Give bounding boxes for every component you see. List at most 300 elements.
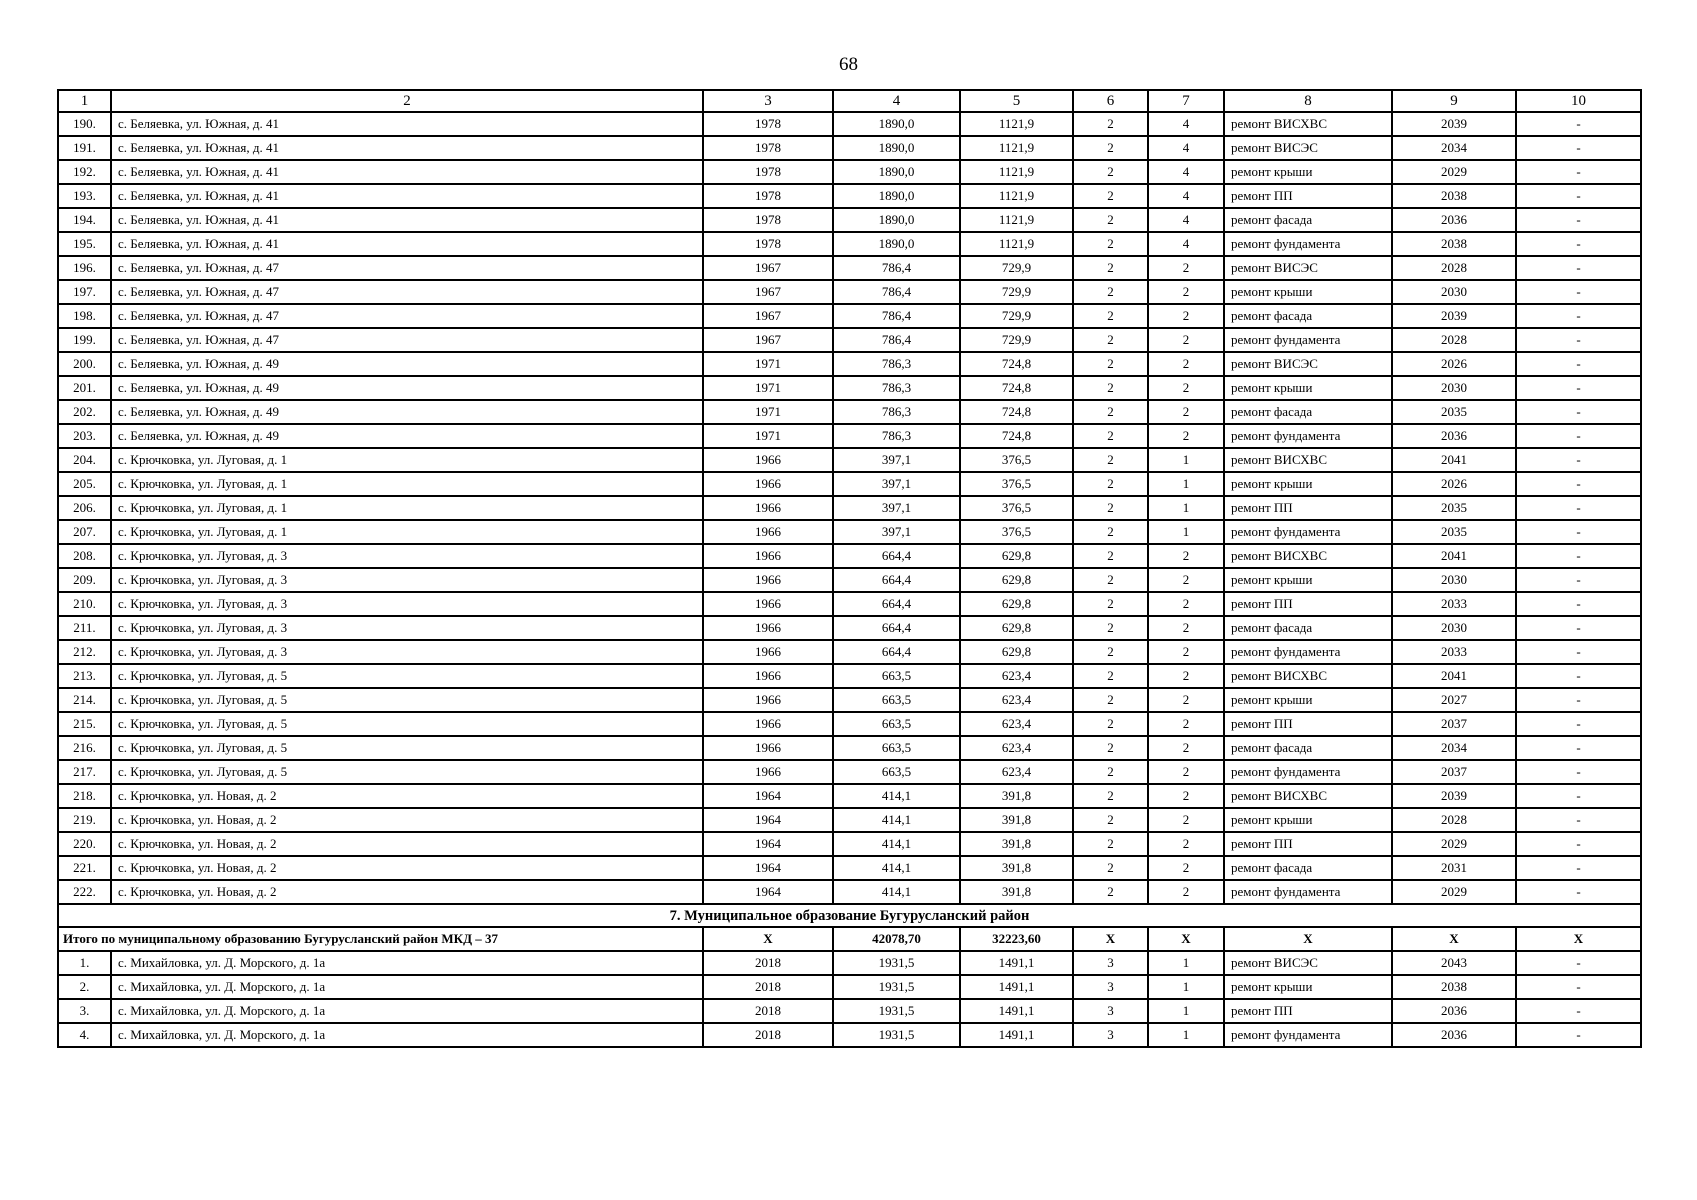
cell-work-type: ремонт ВИСХВС: [1224, 448, 1392, 472]
cell-residential-area: 391,8: [960, 880, 1073, 904]
cell-row-number: 192.: [58, 160, 111, 184]
cell-year-built: 2018: [703, 1023, 833, 1047]
section-title: 7. Муниципальное образование Бугурусланский район: [58, 904, 1641, 927]
cell-entrances: 2: [1148, 544, 1224, 568]
cell-note: -: [1516, 640, 1641, 664]
cell-note: -: [1516, 256, 1641, 280]
cell-row-number: 199.: [58, 328, 111, 352]
cell-entrances: 2: [1148, 688, 1224, 712]
cell-entrances: 2: [1148, 880, 1224, 904]
cell-row-number: 197.: [58, 280, 111, 304]
cell-total-area: 786,3: [833, 400, 960, 424]
cell-year-built: 1967: [703, 304, 833, 328]
table-row: [58, 544, 1641, 568]
table-row: [58, 304, 1641, 328]
table-header-row: [58, 90, 1641, 112]
cell-residential-area: 1491,1: [960, 975, 1073, 999]
cell-floors: 2: [1073, 472, 1148, 496]
cell-residential-area: 391,8: [960, 856, 1073, 880]
cell-residential-area: 724,8: [960, 376, 1073, 400]
cell-year-built: 1971: [703, 400, 833, 424]
cell-work-type: ремонт ВИСЭС: [1224, 256, 1392, 280]
table-row: [58, 448, 1641, 472]
cell-entrances: 4: [1148, 208, 1224, 232]
cell-entrances: 1: [1148, 520, 1224, 544]
cell-entrances: 2: [1148, 568, 1224, 592]
cell-entrances: 4: [1148, 232, 1224, 256]
cell-total-area: 1931,5: [833, 999, 960, 1023]
cell-floors: 2: [1073, 568, 1148, 592]
cell-year-built: 2018: [703, 951, 833, 975]
cell-planned-year: 2028: [1392, 808, 1516, 832]
cell-total-area: 663,5: [833, 760, 960, 784]
cell-work-type: ремонт ВИСЭС: [1224, 136, 1392, 160]
table-row: [58, 472, 1641, 496]
cell-floors: 2: [1073, 328, 1148, 352]
cell-work-type: ремонт фундамента: [1224, 520, 1392, 544]
cell-total-area: 414,1: [833, 832, 960, 856]
cell-floors: 2: [1073, 880, 1148, 904]
cell-residential-area: 391,8: [960, 808, 1073, 832]
cell-address: с. Крючковка, ул. Новая, д. 2: [111, 880, 703, 904]
cell-year-built: 1971: [703, 352, 833, 376]
cell-entrances: 2: [1148, 640, 1224, 664]
cell-entrances: 2: [1148, 616, 1224, 640]
cell-total-area: 664,4: [833, 616, 960, 640]
cell-year-built: 1967: [703, 328, 833, 352]
cell-year-built: 1978: [703, 208, 833, 232]
cell-year-built: 1967: [703, 256, 833, 280]
table-row: [58, 880, 1641, 904]
cell-note: -: [1516, 856, 1641, 880]
cell-planned-year: 2041: [1392, 664, 1516, 688]
cell-planned-year: 2035: [1392, 520, 1516, 544]
cell-year-built: 1966: [703, 448, 833, 472]
cell-entrances: 2: [1148, 424, 1224, 448]
cell-row-number: 216.: [58, 736, 111, 760]
cell-year-built: 1966: [703, 544, 833, 568]
cell-address: с. Крючковка, ул. Луговая, д. 1: [111, 472, 703, 496]
cell-year-built: 1966: [703, 688, 833, 712]
cell-note: -: [1516, 712, 1641, 736]
column-header-4: 4: [833, 90, 960, 112]
cell-floors: 2: [1073, 448, 1148, 472]
cell-note: -: [1516, 999, 1641, 1023]
cell-row-number: 194.: [58, 208, 111, 232]
cell-note: -: [1516, 592, 1641, 616]
table-row: [58, 568, 1641, 592]
cell-row-number: 218.: [58, 784, 111, 808]
cell-note: -: [1516, 736, 1641, 760]
cell-address: с. Крючковка, ул. Луговая, д. 5: [111, 688, 703, 712]
table-row: [58, 784, 1641, 808]
cell-planned-year: 2028: [1392, 328, 1516, 352]
cell-work-type: ремонт ПП: [1224, 592, 1392, 616]
cell-residential-area: 1491,1: [960, 1023, 1073, 1047]
cell-address: с. Михайловка, ул. Д. Морского, д. 1а: [111, 951, 703, 975]
cell-total-area: 664,4: [833, 544, 960, 568]
cell-row-number: 190.: [58, 112, 111, 136]
cell-residential-area: 1491,1: [960, 999, 1073, 1023]
cell-total-area: 414,1: [833, 856, 960, 880]
cell-work-type: ремонт ВИСХВС: [1224, 664, 1392, 688]
cell-planned-year: 2033: [1392, 640, 1516, 664]
total-residential-area: 32223,60: [960, 927, 1073, 951]
cell-floors: 2: [1073, 376, 1148, 400]
cell-residential-area: 623,4: [960, 712, 1073, 736]
cell-note: -: [1516, 568, 1641, 592]
cell-total-area: 664,4: [833, 592, 960, 616]
cell-row-number: 198.: [58, 304, 111, 328]
cell-planned-year: 2029: [1392, 880, 1516, 904]
cell-residential-area: 629,8: [960, 616, 1073, 640]
cell-planned-year: 2037: [1392, 712, 1516, 736]
table-row: [58, 688, 1641, 712]
cell-note: -: [1516, 808, 1641, 832]
cell-planned-year: 2027: [1392, 688, 1516, 712]
cell-note: -: [1516, 1023, 1641, 1047]
cell-year-built: 1966: [703, 712, 833, 736]
cell-planned-year: 2035: [1392, 400, 1516, 424]
cell-total-area: 1890,0: [833, 112, 960, 136]
cell-note: -: [1516, 160, 1641, 184]
cell-residential-area: 376,5: [960, 472, 1073, 496]
cell-planned-year: 2030: [1392, 616, 1516, 640]
cell-row-number: 204.: [58, 448, 111, 472]
cell-year-built: 1966: [703, 592, 833, 616]
cell-planned-year: 2033: [1392, 592, 1516, 616]
column-header-3: 3: [703, 90, 833, 112]
cell-year-built: 1967: [703, 280, 833, 304]
cell-entrances: 1: [1148, 472, 1224, 496]
cell-planned-year: 2039: [1392, 304, 1516, 328]
cell-row-number: 219.: [58, 808, 111, 832]
cell-year-built: 1964: [703, 856, 833, 880]
cell-planned-year: 2026: [1392, 472, 1516, 496]
cell-planned-year: 2038: [1392, 232, 1516, 256]
table-row: [58, 808, 1641, 832]
cell-row-number: 209.: [58, 568, 111, 592]
cell-work-type: ремонт фасада: [1224, 304, 1392, 328]
table-row: [58, 592, 1641, 616]
total-note: Х: [1516, 927, 1641, 951]
cell-floors: 2: [1073, 400, 1148, 424]
cell-residential-area: 376,5: [960, 448, 1073, 472]
cell-total-area: 1890,0: [833, 160, 960, 184]
cell-floors: 2: [1073, 808, 1148, 832]
cell-address: с. Крючковка, ул. Новая, д. 2: [111, 784, 703, 808]
cell-total-area: 786,4: [833, 280, 960, 304]
cell-floors: 3: [1073, 1023, 1148, 1047]
cell-total-area: 1890,0: [833, 208, 960, 232]
cell-planned-year: 2039: [1392, 112, 1516, 136]
table-row: [58, 280, 1641, 304]
cell-entrances: 2: [1148, 760, 1224, 784]
cell-total-area: 663,5: [833, 688, 960, 712]
table-row: [58, 160, 1641, 184]
cell-total-area: 397,1: [833, 448, 960, 472]
cell-entrances: 1: [1148, 975, 1224, 999]
cell-work-type: ремонт ПП: [1224, 832, 1392, 856]
cell-row-number: 195.: [58, 232, 111, 256]
total-floors: Х: [1073, 927, 1148, 951]
cell-planned-year: 2036: [1392, 208, 1516, 232]
cell-entrances: 2: [1148, 304, 1224, 328]
cell-residential-area: 1491,1: [960, 951, 1073, 975]
cell-residential-area: 376,5: [960, 520, 1073, 544]
total-work-type: Х: [1224, 927, 1392, 951]
cell-planned-year: 2038: [1392, 975, 1516, 999]
cell-work-type: ремонт крыши: [1224, 975, 1392, 999]
cell-entrances: 2: [1148, 376, 1224, 400]
cell-floors: 2: [1073, 760, 1148, 784]
cell-work-type: ремонт ПП: [1224, 184, 1392, 208]
cell-entrances: 2: [1148, 256, 1224, 280]
table-row: [58, 999, 1641, 1023]
cell-work-type: ремонт фасада: [1224, 736, 1392, 760]
cell-address: с. Беляевка, ул. Южная, д. 47: [111, 328, 703, 352]
cell-row-number: 210.: [58, 592, 111, 616]
cell-work-type: ремонт фасада: [1224, 856, 1392, 880]
cell-residential-area: 391,8: [960, 832, 1073, 856]
table-row: [58, 352, 1641, 376]
cell-year-built: 1966: [703, 496, 833, 520]
cell-work-type: ремонт крыши: [1224, 808, 1392, 832]
cell-work-type: ремонт ПП: [1224, 999, 1392, 1023]
table-row: [58, 376, 1641, 400]
total-row: [58, 927, 1641, 951]
cell-row-number: 193.: [58, 184, 111, 208]
cell-planned-year: 2038: [1392, 184, 1516, 208]
cell-note: -: [1516, 784, 1641, 808]
cell-note: -: [1516, 424, 1641, 448]
cell-residential-area: 1121,9: [960, 160, 1073, 184]
cell-floors: 2: [1073, 784, 1148, 808]
cell-work-type: ремонт фундамента: [1224, 880, 1392, 904]
cell-note: -: [1516, 616, 1641, 640]
cell-note: -: [1516, 880, 1641, 904]
cell-total-area: 1890,0: [833, 136, 960, 160]
cell-residential-area: 1121,9: [960, 184, 1073, 208]
total-planned-year: Х: [1392, 927, 1516, 951]
cell-work-type: ремонт ВИСЭС: [1224, 352, 1392, 376]
table-row: [58, 975, 1641, 999]
cell-address: с. Крючковка, ул. Новая, д. 2: [111, 856, 703, 880]
table-row: [58, 616, 1641, 640]
total-label: Итого по муниципальному образованию Бугурусланский район МКД – 37: [58, 927, 703, 951]
cell-address: с. Беляевка, ул. Южная, д. 41: [111, 184, 703, 208]
cell-total-area: 786,4: [833, 256, 960, 280]
cell-residential-area: 391,8: [960, 784, 1073, 808]
cell-year-built: 1966: [703, 616, 833, 640]
cell-work-type: ремонт крыши: [1224, 160, 1392, 184]
cell-note: -: [1516, 544, 1641, 568]
cell-work-type: ремонт крыши: [1224, 472, 1392, 496]
cell-total-area: 786,3: [833, 352, 960, 376]
cell-planned-year: 2035: [1392, 496, 1516, 520]
cell-total-area: 1931,5: [833, 975, 960, 999]
cell-entrances: 1: [1148, 1023, 1224, 1047]
cell-work-type: ремонт крыши: [1224, 688, 1392, 712]
cell-floors: 2: [1073, 664, 1148, 688]
cell-address: с. Крючковка, ул. Новая, д. 2: [111, 808, 703, 832]
cell-address: с. Крючковка, ул. Луговая, д. 5: [111, 736, 703, 760]
cell-total-area: 414,1: [833, 880, 960, 904]
cell-residential-area: 623,4: [960, 736, 1073, 760]
table-row: [58, 760, 1641, 784]
cell-floors: 2: [1073, 496, 1148, 520]
cell-row-number: 205.: [58, 472, 111, 496]
cell-address: с. Крючковка, ул. Луговая, д. 1: [111, 496, 703, 520]
table-row: [58, 856, 1641, 880]
cell-address: с. Беляевка, ул. Южная, д. 41: [111, 136, 703, 160]
table-row: [58, 496, 1641, 520]
cell-note: -: [1516, 520, 1641, 544]
cell-floors: 2: [1073, 856, 1148, 880]
cell-work-type: ремонт ПП: [1224, 712, 1392, 736]
table-row: [58, 184, 1641, 208]
cell-entrances: 2: [1148, 592, 1224, 616]
cell-entrances: 2: [1148, 400, 1224, 424]
cell-row-number: 214.: [58, 688, 111, 712]
cell-year-built: 1971: [703, 376, 833, 400]
cell-note: -: [1516, 112, 1641, 136]
cell-work-type: ремонт ВИСХВС: [1224, 112, 1392, 136]
cell-residential-area: 1121,9: [960, 232, 1073, 256]
cell-total-area: 397,1: [833, 496, 960, 520]
cell-row-number: 203.: [58, 424, 111, 448]
cell-planned-year: 2029: [1392, 832, 1516, 856]
cell-note: -: [1516, 208, 1641, 232]
cell-address: с. Беляевка, ул. Южная, д. 41: [111, 232, 703, 256]
total-entrances: Х: [1148, 927, 1224, 951]
cell-residential-area: 724,8: [960, 424, 1073, 448]
table-row: [58, 400, 1641, 424]
cell-row-number: 215.: [58, 712, 111, 736]
cell-address: с. Беляевка, ул. Южная, д. 41: [111, 112, 703, 136]
repair-schedule-table: [57, 89, 1642, 1048]
cell-entrances: 4: [1148, 160, 1224, 184]
cell-entrances: 2: [1148, 280, 1224, 304]
table-row: [58, 640, 1641, 664]
cell-planned-year: 2031: [1392, 856, 1516, 880]
cell-entrances: 1: [1148, 951, 1224, 975]
cell-floors: 2: [1073, 232, 1148, 256]
cell-work-type: ремонт фундамента: [1224, 760, 1392, 784]
cell-residential-area: 623,4: [960, 688, 1073, 712]
cell-floors: 2: [1073, 160, 1148, 184]
cell-residential-area: 729,9: [960, 304, 1073, 328]
cell-entrances: 1: [1148, 999, 1224, 1023]
cell-planned-year: 2039: [1392, 784, 1516, 808]
cell-planned-year: 2030: [1392, 376, 1516, 400]
cell-note: -: [1516, 688, 1641, 712]
cell-floors: 3: [1073, 951, 1148, 975]
cell-note: -: [1516, 664, 1641, 688]
cell-entrances: 1: [1148, 448, 1224, 472]
cell-address: с. Беляевка, ул. Южная, д. 41: [111, 160, 703, 184]
cell-address: с. Крючковка, ул. Луговая, д. 3: [111, 544, 703, 568]
table-row: [58, 1023, 1641, 1047]
cell-address: с. Крючковка, ул. Луговая, д. 3: [111, 592, 703, 616]
cell-entrances: 4: [1148, 112, 1224, 136]
cell-address: с. Беляевка, ул. Южная, д. 47: [111, 256, 703, 280]
cell-row-number: 191.: [58, 136, 111, 160]
cell-note: -: [1516, 136, 1641, 160]
cell-row-number: 212.: [58, 640, 111, 664]
cell-floors: 2: [1073, 184, 1148, 208]
cell-row-number: 201.: [58, 376, 111, 400]
table-row: [58, 832, 1641, 856]
cell-year-built: 1978: [703, 184, 833, 208]
cell-residential-area: 623,4: [960, 760, 1073, 784]
cell-note: -: [1516, 760, 1641, 784]
cell-year-built: 1971: [703, 424, 833, 448]
cell-total-area: 1890,0: [833, 232, 960, 256]
cell-floors: 2: [1073, 520, 1148, 544]
cell-entrances: 2: [1148, 784, 1224, 808]
cell-total-area: 397,1: [833, 520, 960, 544]
table-row: [58, 112, 1641, 136]
table-row: [58, 520, 1641, 544]
cell-year-built: 1978: [703, 232, 833, 256]
table-body: [58, 90, 1641, 1047]
cell-planned-year: 2036: [1392, 1023, 1516, 1047]
cell-total-area: 786,3: [833, 424, 960, 448]
cell-note: -: [1516, 448, 1641, 472]
cell-row-number: 217.: [58, 760, 111, 784]
cell-year-built: 1964: [703, 808, 833, 832]
cell-residential-area: 629,8: [960, 592, 1073, 616]
table-row: [58, 951, 1641, 975]
cell-floors: 3: [1073, 999, 1148, 1023]
cell-floors: 2: [1073, 112, 1148, 136]
cell-entrances: 2: [1148, 856, 1224, 880]
cell-address: с. Крючковка, ул. Луговая, д. 3: [111, 568, 703, 592]
cell-work-type: ремонт ВИСЭС: [1224, 951, 1392, 975]
table-row: [58, 136, 1641, 160]
cell-address: с. Беляевка, ул. Южная, д. 47: [111, 280, 703, 304]
cell-work-type: ремонт фундамента: [1224, 424, 1392, 448]
cell-note: -: [1516, 951, 1641, 975]
cell-floors: 2: [1073, 592, 1148, 616]
cell-work-type: ремонт ПП: [1224, 496, 1392, 520]
cell-total-area: 786,4: [833, 304, 960, 328]
column-header-2: 2: [111, 90, 703, 112]
cell-note: -: [1516, 496, 1641, 520]
cell-work-type: ремонт фундамента: [1224, 640, 1392, 664]
cell-entrances: 4: [1148, 184, 1224, 208]
table-row: [58, 736, 1641, 760]
total-year-built: Х: [703, 927, 833, 951]
cell-row-number: 202.: [58, 400, 111, 424]
cell-total-area: 664,4: [833, 640, 960, 664]
cell-total-area: 414,1: [833, 784, 960, 808]
cell-residential-area: 623,4: [960, 664, 1073, 688]
cell-work-type: ремонт фундамента: [1224, 328, 1392, 352]
cell-note: -: [1516, 376, 1641, 400]
cell-year-built: 1966: [703, 568, 833, 592]
cell-work-type: ремонт фасада: [1224, 616, 1392, 640]
table-row: [58, 712, 1641, 736]
cell-floors: 2: [1073, 544, 1148, 568]
column-header-8: 8: [1224, 90, 1392, 112]
cell-address: с. Беляевка, ул. Южная, д. 49: [111, 376, 703, 400]
cell-floors: 2: [1073, 640, 1148, 664]
page-number: 68: [839, 54, 858, 75]
cell-entrances: 2: [1148, 352, 1224, 376]
cell-total-area: 414,1: [833, 808, 960, 832]
